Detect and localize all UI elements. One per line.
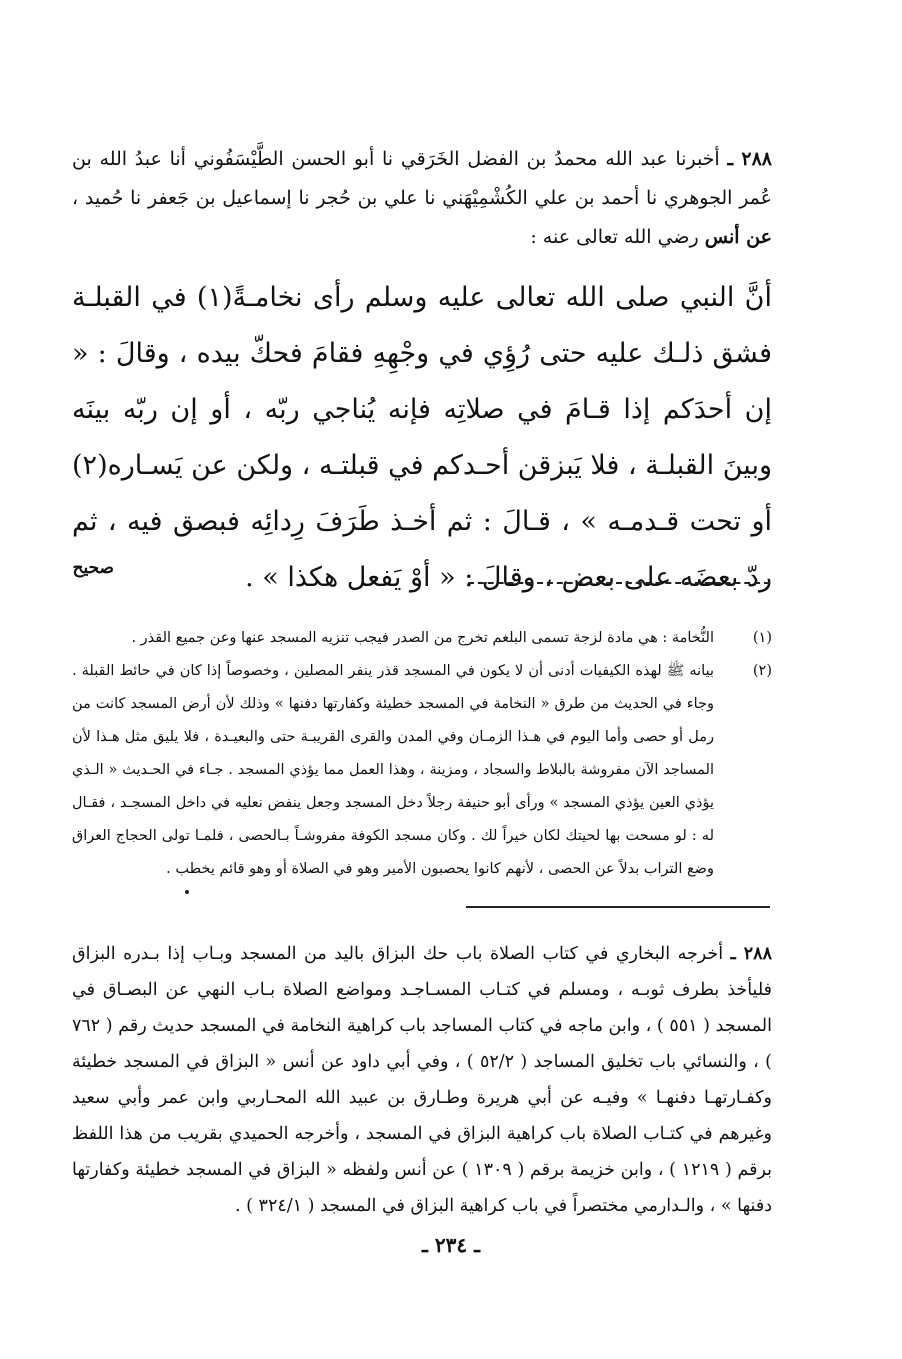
- footnote-text: بيانه ﷺ لهذه الكيفيات أدنى أن لا يكون في المسجد قذر ينفر المصلين ، وخصوصاً إذا كان في حائط القبلة . وجاء في الحديث من طرق « النخامة في المسجد خطيئة وكفارتها دفنها » وذلك لأن أرض المسجد كانت من رمل أو حصى وأما اليوم في هـذا الزمـان وفي المدن والقرى القريبـة حتى والبعيـدة ، فلا يليق مثل هـذا لأن المساجد الآن مفروشة بالبلاط والسجاد ، ومزينة ، وهذا العمل مما يؤذي المسجد . جـاء في الحـديث « الـذي يؤذي العين يؤذي المسجد » ورأى أبو حنيفة رجلاً دخل المسجد وجعل ينفض نعليه في داخل المسجـد ، فقـال له : لو مسحت بها لحيتك لكان خيراً لك . وكان مسجد الكوفة مفروشـاً بـالحصى ، فلمـا تولى الحجاج العراق وضع التراب بدلاً عن الحصى ، لأنهم كانوا يحصبون الأمير وهو في الصلاة أو وهو قائم يخطب .: [72, 663, 714, 877]
- footnote-marker: (١): [752, 630, 772, 646]
- hadith-takhrij: [72, 936, 772, 1224]
- hadith-isnad: [72, 140, 772, 257]
- ink-dot: [185, 890, 189, 894]
- isnad-narrator: عن أنس: [704, 226, 772, 248]
- footnote-marker: (٢): [752, 663, 772, 679]
- footnote-text: النُّخامة : هي مادة لزجة تسمى البلغم تخرج من الصدر فيجب تنزيه المسجد عنها وعن جميع القذر .: [131, 630, 714, 646]
- takhrij-number: ٢٨٨ ـ: [730, 944, 772, 964]
- isnad-text: أخبرنا عبد الله محمدُ بن الفضل الخَرَقي نا أبو الحسن الطَّيْسَفُوني أنا عبدُ الله بن عُمر الجوهري نا أحمد بن علي الكُشْمِيْهَني نا علي بن حُجر نا إسماعيل بن جَعفر نا حُميد ،: [72, 148, 772, 209]
- takhrij-text: أخرجه البخاري في كتاب الصلاة باب حك البزاق باليد من المسجد وبـاب إذا بـدره البزاق فليأخذ بطرف ثوبـه ، ومسلم في كتـاب المسـاجـد ومواضع الصلاة بـاب النهي عن البصـاق في المسجد ( ٥٥١ ) ، وابن ماجه في كتاب المساجد باب كراهية النخامة في المسجد حديث رقم ( ٧٦٢ ) ، والنسائي باب تخليق المساجد ( ٥٢/٢ ) ، وفي أبي داود عن أنس « البزاق في المسجد خطيئة وكفـارتهـا دفنهـا » وفيـه عن أبي هريرة وطـارق بن عبيد الله المحـاربي وابن عمر وأبي سعيد وغيرهم في كتـاب الصلاة باب كراهية البزاق في المسجد ، وأخرجه الحميدي بقريب من هذا اللفظ برقم ( ١٢١٩ ) ، وابن خزيمة برقم ( ١٣٠٩ ) عن أنس ولفظه « البزاق في المسجد خطيئة وكفارتها دفنها » ، والـدارمي مختصراً في باب كراهية البزاق في المسجد ( ٣٢٤/١ ) .: [72, 944, 773, 1216]
- page-number: ـ ٢٣٤ ـ: [422, 1233, 480, 1257]
- hadith-grade: صحيح: [72, 558, 114, 578]
- takhrij-separator: [466, 906, 770, 908]
- footnote-1: [72, 622, 772, 655]
- hadith-number: ٢٨٨ ـ: [727, 148, 772, 170]
- footnote-separator: [468, 582, 770, 584]
- isnad-narrator-tail: رضي الله تعالى عنه :: [530, 226, 699, 248]
- footnote-2: [72, 655, 772, 886]
- footnotes: [72, 622, 772, 886]
- hadith-matn: أنَّ النبي صلى الله تعالى عليه وسلم رأى نخامـةً(١) في القبلـة فشق ذلـك عليه حتى رُؤِي في وجْهِهِ فقامَ فحكّ بيده ، وقالَ : « إن أحدَكم إذا قـامَ في صلاتِه فإنه يُناجي ربّه ، أو إن ربّه بينَه وبينَ القبلـة ، فلا يَبزقن أحـدكم في قبلتـه ، ولكن عن يَسـاره(٢) أو تحت قـدمـه » ، قـالَ : ثم أخـذ طَرَفَ رِدائِه فبصق فيه ، ثم ردّ بعضَه على بعض ، وقالَ : « أوْ يَفعل هكذا » .: [72, 282, 773, 593]
